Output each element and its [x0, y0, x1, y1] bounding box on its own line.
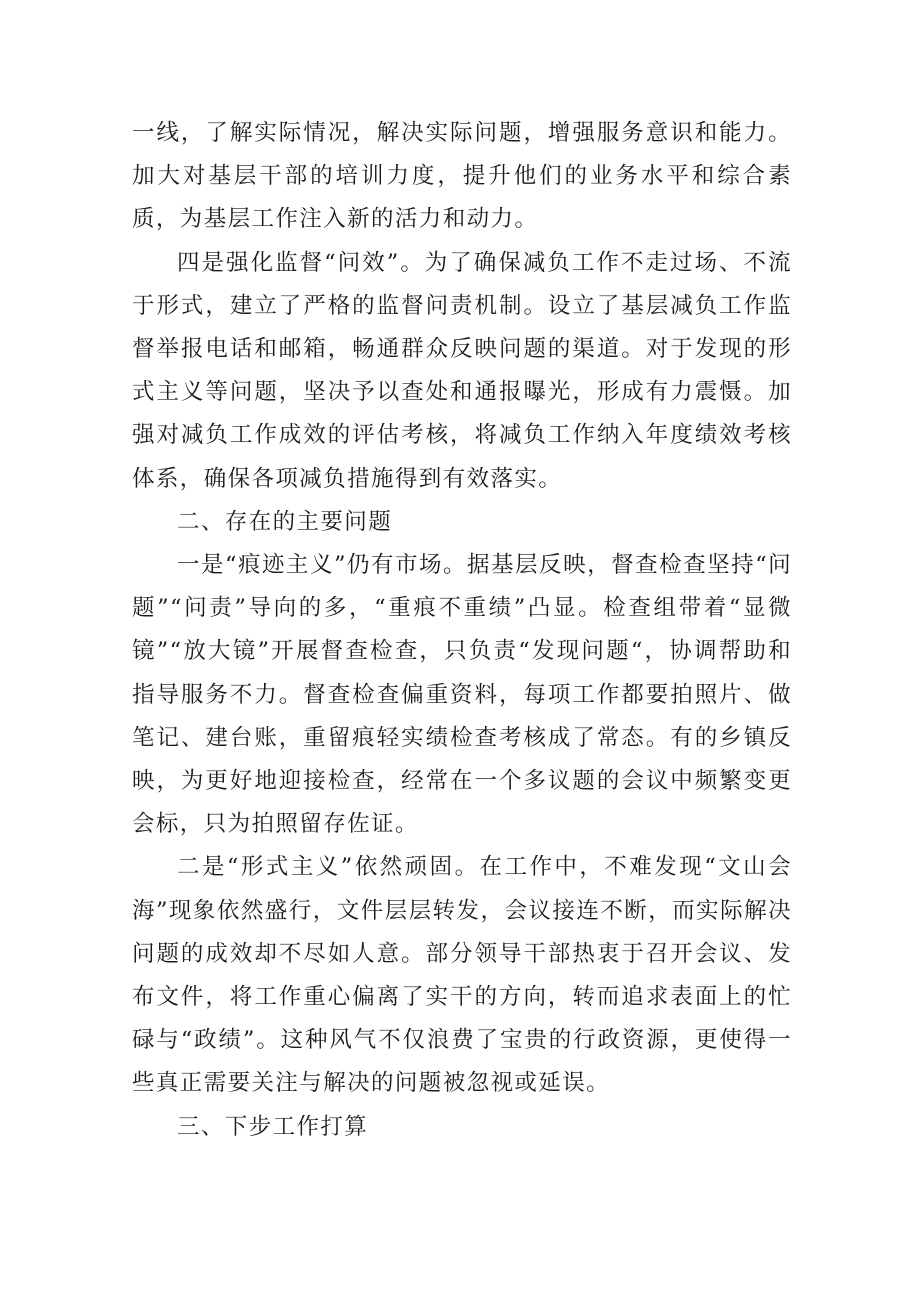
- section-heading-problems: 二、存在的主要问题: [177, 508, 393, 535]
- paragraph-supervision: 四是强化监督“问效”。为了确保减负工作不走过场、不流于形式，建立了严格的监督问责机制。设立了基层减负工作监督举报电话和邮箱，畅通群众反映问题的渠道。对于发现的形式主义等问题，坚决予以查处和通报曝光，形成有力震慑。加强对减负工作成效的评估考核，将减负工作纳入年度绩效考核体系，确保各项减负措施得到有效落实。: [132, 249, 792, 492]
- section-heading-next-steps: 三、下步工作打算: [177, 1113, 369, 1140]
- paragraph-trace-formalism: 一是“痕迹主义”仍有市场。据基层反映，督查检查坚持“问题”“问责”导向的多，“重痕不重绩”凸显。检查组带着“显微镜”“放大镜”开展督查检查，只负责“发现问题“，协调帮助和指导服务不力。督查检查偏重资料，每项工作都要拍照片、做笔记、建台账，重留痕轻实绩检查考核成了常态。有的乡镇反映，为更好地迎接检查，经常在一个多议题的会议中频繁变更会标，只为拍照留存佐证。: [132, 552, 792, 838]
- document-body: [132, 112, 792, 1149]
- paragraph-continuation: 一线，了解实际情况，解决实际问题，增强服务意识和能力。加大对基层干部的培训力度，提升他们的业务水平和综合素质，为基层工作注入新的活力和动力。: [132, 120, 792, 233]
- paragraph-formalism: 二是“形式主义”依然顽固。在工作中，不难发现“文山会海”现象依然盛行，文件层层转发，会议接连不断，而实际解决问题的成效却不尽如人意。部分领导干部热衷于召开会议、发布文件，将工作重心偏离了实干的方向，转而追求表面上的忙碌与“政绩”。这种风气不仅浪费了宝贵的行政资源，更使得一些真正需要关注与解决的问题被忽视或延误。: [132, 854, 792, 1097]
